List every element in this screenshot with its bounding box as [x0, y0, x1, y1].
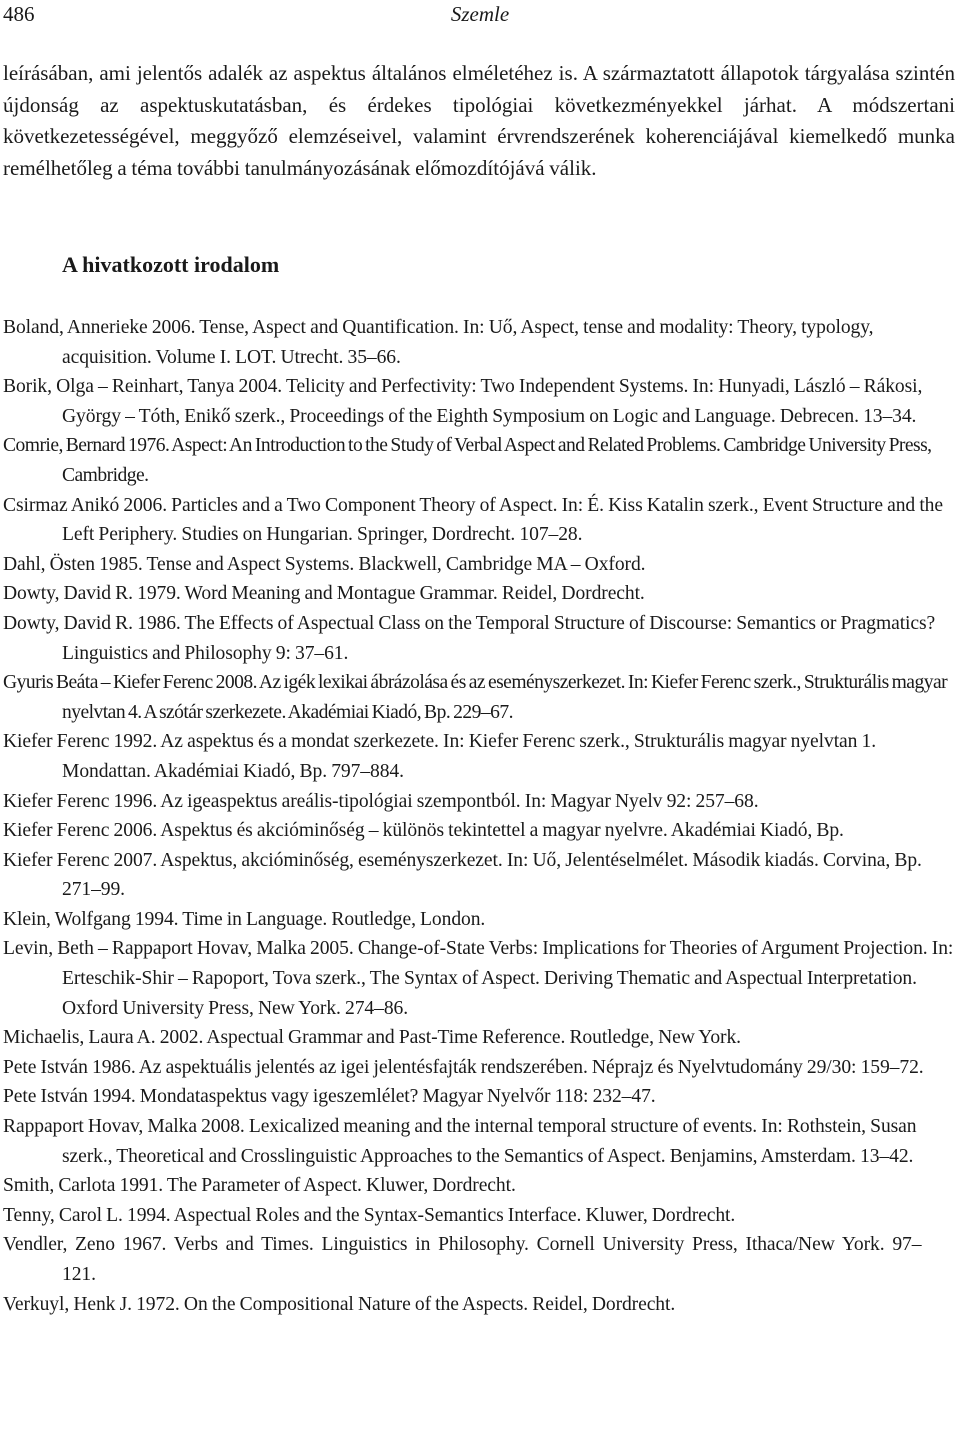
reference-author: Vendler, Zeno — [3, 1234, 115, 1256]
reference-author: Kiefer Ferenc — [3, 820, 110, 842]
reference-author: Levin, Beth – Rappaport Hovav, Malka — [3, 938, 306, 960]
reference-item — [3, 313, 955, 372]
reference-text: 1986. Az aspektuális jelentés az igei jelentésfajták rendszerében. Néprajz és Nyelvtudomány 29/30: 159–72. — [87, 1056, 924, 1078]
reference-item — [3, 1023, 955, 1053]
reference-author: Csirmaz Anikó — [3, 494, 120, 516]
reference-item — [3, 846, 955, 905]
reference-text: 2005. Change-of-State Verbs: Implications for Theories of Argument Projection. In: Erteschik-Shir – Rapoport, Tova szerk., The Syntax of Aspect. Deriving Thematic and Aspectual Interpretation. Oxford University Press, New York. 274–86. — [62, 938, 954, 1019]
reference-item — [3, 816, 955, 846]
reference-author: Dowty, David R. — [3, 612, 133, 634]
reference-item — [3, 727, 955, 786]
reference-author: Verkuyl, Henk J. — [3, 1293, 132, 1315]
reference-text: 2008. Az igék lexikai ábrázolása és az eseményszerkezet. In: Kiefer Ferenc szerk., Strukturális magyar nyelvtan 4. A szótár szerkezete. Akadémiai Kiadó, Bp. 229–67. — [62, 672, 948, 723]
reference-author: Comrie, Bernard — [3, 435, 126, 457]
reference-text: 1979. Word Meaning and Montague Grammar. Reidel, Dordrecht. — [132, 583, 645, 605]
reference-text: 1994. Time in Language. Routledge, London. — [130, 908, 486, 930]
reference-item — [3, 934, 955, 1023]
reference-author: Kiefer Ferenc — [3, 790, 110, 812]
reference-author: Dahl, Östen — [3, 553, 95, 575]
reference-author: Smith, Carlota — [3, 1175, 116, 1197]
page-number: 486 — [3, 2, 35, 26]
section-title: A hivatkozott irodalom — [62, 252, 280, 277]
reference-author: Boland, Annerieke — [3, 317, 148, 338]
reference-item — [3, 372, 955, 431]
reference-text: 1991. The Parameter of Aspect. Kluwer, Dordrecht. — [115, 1175, 516, 1197]
reference-text: 2004. Telicity and Perfectivity: Two Independent Systems. In: Hunyadi, László – Rákosi, György – Tóth, Enikő szerk., Proceedings of the Eighth Symposium on Logic and Language. Debrecen. 13–34. — [62, 376, 923, 427]
reference-item — [3, 579, 955, 609]
reference-item — [3, 491, 955, 550]
reference-author: Gyuris Beáta – Kiefer Ferenc — [3, 672, 213, 694]
reference-author: Tenny, Carol L. — [3, 1204, 123, 1226]
reference-text: 2007. Aspektus, akcióminőség, eseményszerkezet. In: Uő, Jelentéselmélet. Második kiadás. Corvina, Bp. 271–99. — [62, 849, 922, 901]
reference-author: Kiefer Ferenc — [3, 731, 110, 753]
reference-author: Klein, Wolfgang — [3, 908, 131, 930]
reference-text: 1994. Aspectual Roles and the Syntax-Semantics Interface. Kluwer, Dordrecht. — [122, 1204, 736, 1226]
reference-item — [3, 1201, 955, 1231]
reference-item — [3, 1053, 955, 1083]
reference-text: 1976. Aspect: An Introduction to the Study of Verbal Aspect and Related Problems. Cambridge University Press, Cambridge. — [62, 435, 932, 486]
reference-text: 1967. Verbs and Times. Linguistics in Philosophy. Cornell University Press, Ithaca/New York. 97–121. — [62, 1234, 922, 1285]
reference-author: Rappaport Hovav, Malka — [3, 1116, 197, 1138]
reference-item — [3, 550, 955, 580]
reference-text: 2006. Particles and a Two Component Theory of Aspect. In: É. Kiss Katalin szerk., Event Structure and the Left Periphery. Studies on Hungarian. Springer, Dordrecht. 107–28. — [62, 494, 943, 546]
reference-item — [3, 905, 955, 935]
reference-item — [3, 1290, 955, 1320]
reference-text: 1985. Tense and Aspect Systems. Blackwell, Cambridge MA – Oxford. — [94, 553, 646, 575]
reference-text: 2006. Aspektus és akcióminőség – különös tekintettel a magyar nyelvre. Akadémiai Kiadó, Bp. — [109, 820, 844, 842]
reference-item — [3, 1112, 955, 1171]
reference-author: Michaelis, Laura A. — [3, 1027, 156, 1049]
intro-paragraph: leírásában, ami jelentős adalék az aspektus általános elméletéhez is. A származtatott állapotok tárgyalása szintén újdonság az aspektuskutatásban, és érdekes tipológiai következményekkel járhat. A módszertani következetességével, meggyőző elemzéseivel, valamint érvrendszerének koherenciájával kiemelkedő munka remélhetőleg a téma további tanulmányozásának előmozdítójává válik. — [3, 61, 955, 180]
reference-item — [3, 787, 955, 817]
reference-item — [3, 431, 955, 490]
reference-list — [3, 313, 955, 1319]
reference-author: Pete István — [3, 1056, 88, 1078]
reference-author: Dowty, David R. — [3, 583, 133, 605]
reference-author: Borik, Olga – Reinhart, Tanya — [3, 376, 235, 398]
reference-author: Pete István — [3, 1086, 88, 1108]
reference-text: 1986. The Effects of Aspectual Class on the Temporal Structure of Discourse: Semantics or Pragmatics? Linguistics and Philosophy 9: 37–61. — [62, 612, 936, 664]
reference-text: 2002. Aspectual Grammar and Past-Time Reference. Routledge, New York. — [155, 1027, 741, 1049]
reference-item — [3, 1171, 955, 1201]
reference-item — [3, 609, 955, 668]
reference-text: 1994. Mondataspektus vagy igeszemlélet? Magyar Nyelvőr 118: 232–47. — [87, 1086, 656, 1108]
reference-item — [3, 1082, 955, 1112]
page-header — [0, 2, 960, 28]
reference-author: Kiefer Ferenc — [3, 849, 110, 871]
running-head: Szemle — [450, 2, 510, 26]
reference-text: 1972. On the Compositional Nature of the Aspects. Reidel, Dordrecht. — [131, 1293, 676, 1315]
reference-text: 2006. Tense, Aspect and Quantification. In: Uő, Aspect, tense and modality: Theory, typology, acquisition. Volume I. LOT. Utrecht. 35–66. — [62, 317, 874, 368]
reference-text: 2008. Lexicalized meaning and the internal temporal structure of events. In: Rothstein, Susan szerk., Theoretical and Crosslinguistic Approaches to the Semantics of Aspect. Benjamins, Amsterdam. 13–42. — [62, 1116, 917, 1167]
reference-item — [3, 668, 955, 727]
reference-text: 1992. Az aspektus és a mondat szerkezete. In: Kiefer Ferenc szerk., Strukturális magyar nyelvtan 1. Mondattan. Akadémiai Kiadó, Bp. 797–884. — [62, 731, 877, 782]
reference-text: 1996. Az igeaspektus areális-tipológiai szempontból. In: Magyar Nyelv 92: 257–68. — [109, 790, 759, 812]
reference-item — [3, 1230, 955, 1289]
